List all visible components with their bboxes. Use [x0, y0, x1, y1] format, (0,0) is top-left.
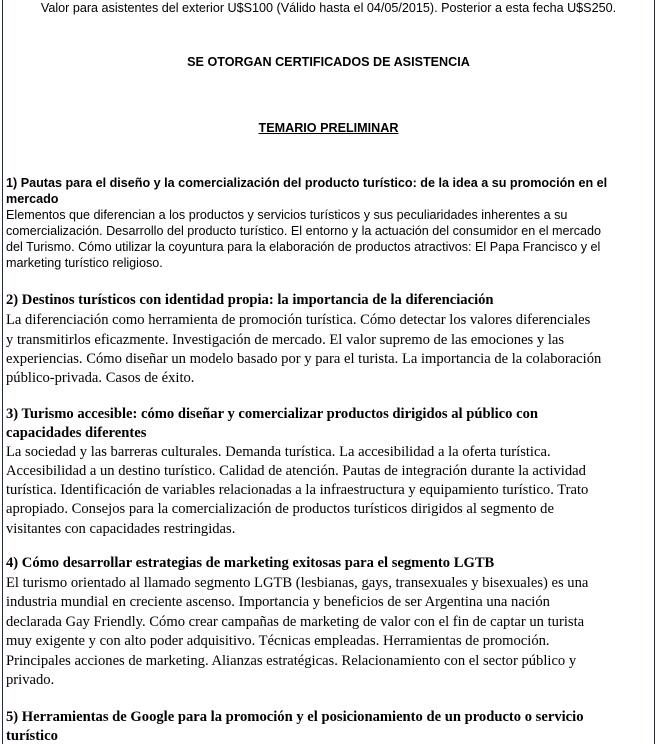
section-body-line: declarada Gay Friendly. Cómo crear campañas de marketing de valor con el fin de captar un turista	[6, 614, 585, 630]
section-body-line: La diferenciación como herramienta de promoción turística. Cómo detectar los valores diferenciales	[6, 312, 591, 328]
section-title-line: 4) Cómo desarrollar estrategias de marketing exitosas para el segmento LGTB	[6, 555, 495, 571]
section-body-line: industria mundial en creciente ascenso. Importancia y beneficios de ser Argentina una nación	[6, 594, 550, 610]
section-title-line: 2) Destinos turísticos con identidad propia: la importancia de la diferenciación	[6, 292, 494, 308]
document-page	[2, 0, 655, 744]
section-title-line: 5) Herramientas de Google para la promoción y el posicionamiento de un producto o servicio	[6, 709, 584, 725]
section-body-line: del Turismo. Cómo utilizar la coyuntura para la elaboración de productos atractivos: El Papa Francisco y el	[6, 240, 601, 254]
section-title-line: 3) Turismo accesible: cómo diseñar y comercializar productos dirigidos al público con	[6, 406, 538, 422]
section-title-line: turístico	[6, 728, 58, 744]
section-body-line: experiencias. Cómo diseñar un modelo basado por y para el turista. La importancia de la colaboración	[6, 351, 602, 367]
section-body-line: La sociedad y las barreras culturales. Demanda turística. La accesibilidad a la oferta turística.	[6, 444, 551, 460]
section-body-line: Principales acciones de marketing. Alianzas estratégicas. Relacionamiento con el sector público y	[6, 653, 577, 669]
section-body-line: Elementos que diferencian a los productos y servicios turísticos y sus peculiaridades inherentes a su	[6, 208, 568, 222]
section-title-line: capacidades diferentes	[6, 425, 147, 441]
section-body-line: apropiado. Consejos para la comercialización de productos turísticos dirigidos al segmento de	[6, 501, 554, 517]
section-body-line: visitantes con capacidades restringidas.	[6, 521, 236, 537]
section-title-line: 1) Pautas para el diseño y la comercialización del producto turístico: de la idea a su promoción en el	[6, 176, 608, 190]
section-body-line: y transmitirlos eficazmente. Investigación de mercado. El valor supremo de las emociones y las	[6, 332, 565, 348]
foreign-attendee-price: Valor para asistentes del exterior U$S100 (Válido hasta el 04/05/2015). Posterior a esta fecha U$S250.	[40, 1, 617, 15]
section-title-line: mercado	[6, 192, 59, 206]
section-body-line: marketing turístico religioso.	[6, 256, 163, 270]
section-body-line: Accesibilidad a un destino turístico. Calidad de atención. Pautas de integración durante la actividad	[6, 463, 586, 479]
certificates-notice: SE OTORGAN CERTIFICADOS DE ASISTENCIA	[187, 55, 470, 69]
section-body-line: turística. Identificación de variables relacionadas a la infraestructura y equipamiento turístico. Trato	[6, 482, 589, 498]
section-body-line: público-privada. Casos de éxito.	[6, 370, 195, 386]
section-body-line: muy exigente y con alto poder adquisitivo. Técnicas empleadas. Herramientas de promoción.	[6, 633, 550, 649]
section-body-line: El turismo orientado al llamado segmento LGTB (lesbianas, gays, transexuales y bisexuales) es una	[6, 575, 589, 591]
section-body-line: privado.	[6, 672, 55, 688]
syllabus-title: TEMARIO PRELIMINAR	[258, 121, 399, 135]
section-body-line: comercialización. Desarrollo del producto turístico. El entorno y la actuación del consumidor en el mercado	[6, 224, 601, 238]
